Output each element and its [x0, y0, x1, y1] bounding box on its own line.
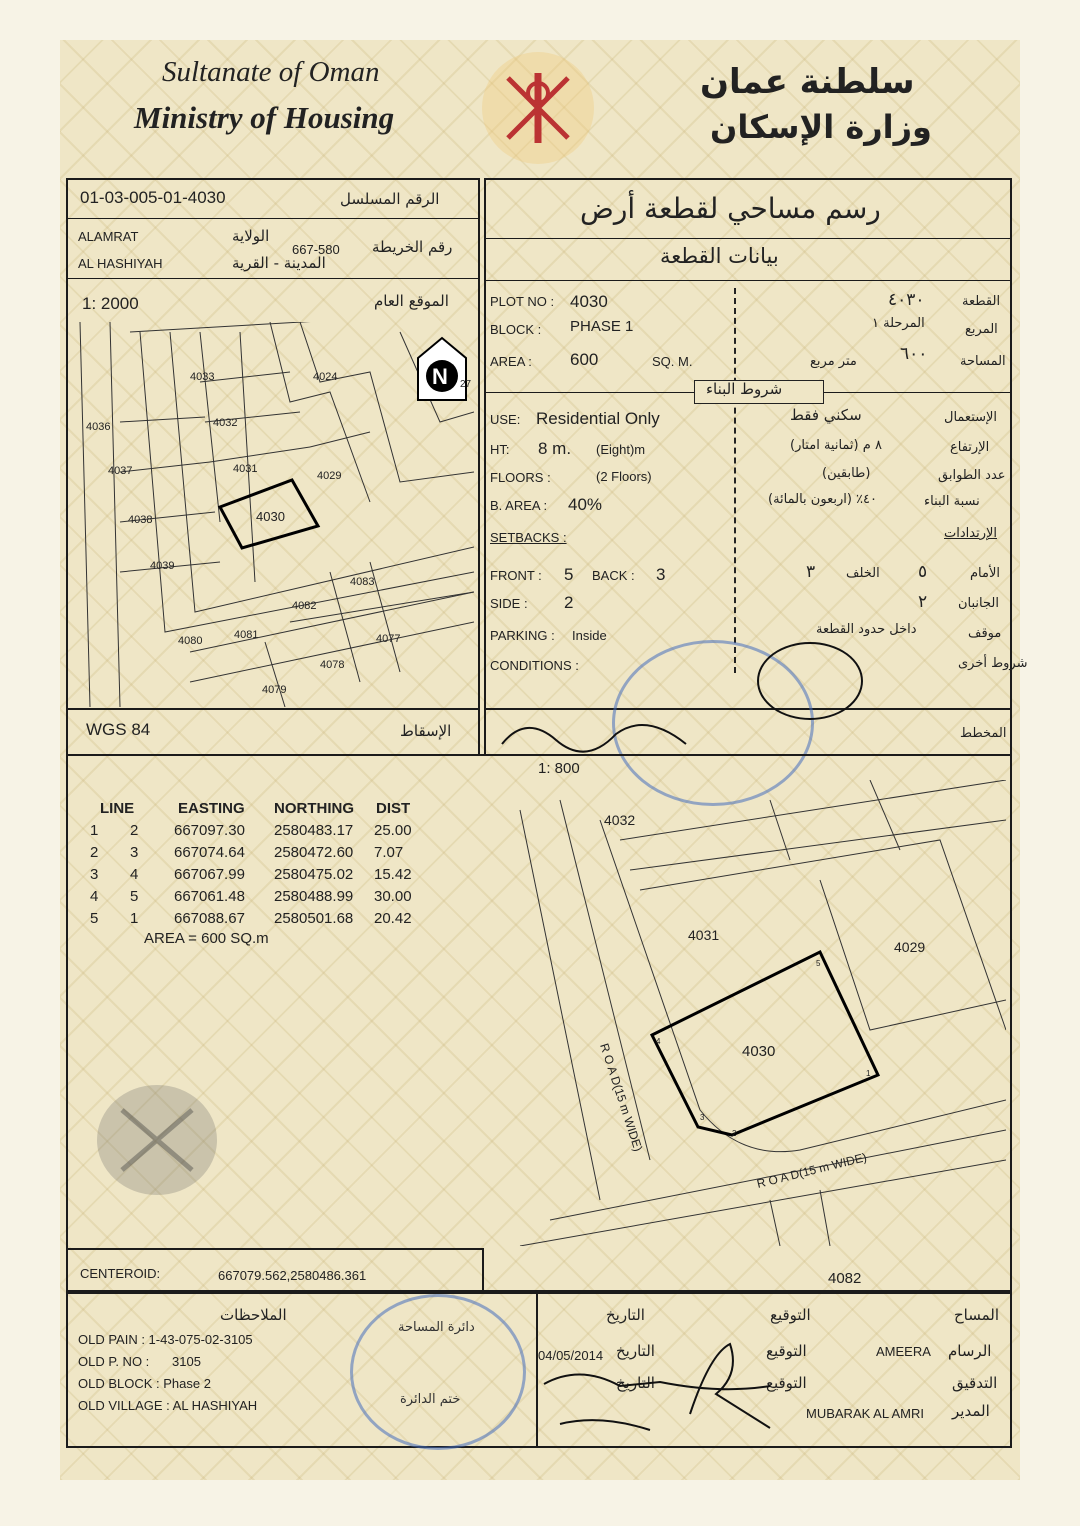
map-plot-label: 4079 [262, 684, 287, 696]
use-value: Residential Only [536, 409, 660, 428]
table-cell: 2 [130, 822, 139, 839]
projection: WGS 84 [86, 720, 151, 739]
column-divider [734, 288, 736, 673]
stamp-top-ar: دائرة المساحة [398, 1320, 475, 1335]
map-plot-label: 4077 [376, 633, 401, 645]
table-cell: 2580488.99 [274, 888, 354, 905]
side-label: SIDE : [490, 596, 528, 611]
header-en-line1: Sultanate of Oman [162, 56, 380, 88]
front-ar: ٥ [918, 562, 928, 582]
village-en: AL HASHIYAH [78, 256, 163, 271]
building-area-label-ar: نسبة البناء [924, 494, 980, 509]
north-arrow-icon [418, 338, 472, 400]
table-cell: 2580472.60 [274, 844, 354, 861]
date-label-ar: التاريخ [616, 1374, 655, 1392]
surveyor-label-ar: المساح [954, 1306, 1000, 1324]
checked-label-ar: التدقيق [952, 1374, 998, 1392]
parking-label-ar: موقف [968, 626, 1002, 641]
map-plot-label: 4024 [313, 371, 338, 383]
north-number: 27 [460, 379, 472, 390]
front-label: FRONT : [490, 568, 542, 583]
height-label: HT: [490, 442, 510, 457]
floors-label-ar: عدد الطوابق [938, 468, 1006, 483]
use-label-ar: الإستعمال [944, 410, 998, 425]
divider [68, 278, 478, 279]
table-header: EASTING [178, 800, 245, 817]
height-ar: ٨ م (ثمانية امتار) [790, 438, 882, 453]
divider [486, 280, 1010, 281]
table-cell: 3 [130, 844, 139, 861]
table-cell: 2580475.02 [274, 866, 354, 883]
wilayat-label-ar: الولاية [232, 227, 270, 245]
plot-no: 4030 [570, 292, 608, 311]
table-cell: 667061.48 [174, 888, 245, 905]
divider [68, 218, 478, 219]
serial-number: 01-03-005-01-4030 [80, 188, 226, 207]
conditions-label-ar: شروط أخرى [958, 656, 1028, 671]
front-value: 5 [564, 565, 574, 584]
map-plot-label: 4030 [256, 509, 285, 524]
use-label: USE: [490, 412, 521, 427]
map-label-ar: رقم الخريطة [372, 238, 453, 256]
form-title-ar: رسم مساحي لقطعة أرض [580, 192, 881, 225]
location-label-ar: الموقع العام [374, 292, 449, 310]
table-cell: 5 [90, 910, 99, 927]
location-map [70, 322, 474, 707]
date-label-ar: التاريخ [616, 1342, 655, 1360]
table-cell: 4 [130, 866, 139, 883]
table-cell: 7.07 [374, 844, 404, 861]
signature-label-ar: التوقيع [766, 1374, 807, 1392]
table-cell: 2580483.17 [274, 822, 354, 839]
vertex-label: 4 [656, 1037, 661, 1046]
oman-emblem-icon [478, 48, 598, 168]
header-ar-line2: وزارة الإسكان [710, 108, 932, 146]
map-plot-label: 4031 [233, 463, 258, 475]
footer-divider [536, 1294, 538, 1446]
old-village: OLD VILLAGE : AL HASHIYAH [78, 1398, 258, 1413]
setbacks-label-ar: الإرتدادات [944, 526, 997, 541]
handwritten-signature-icon [540, 1334, 780, 1438]
table-cell: 667067.99 [174, 866, 245, 883]
plot-no-label: PLOT NO : [490, 294, 555, 309]
block-label: BLOCK : [490, 322, 542, 337]
road-label: R O A D(15 m WIDE) [755, 1150, 869, 1191]
building-area-ar: ٤٠٪ (اربعون بالمائة) [768, 492, 878, 507]
plan-label-ar: المخطط [960, 726, 1007, 741]
plot-label: 4029 [894, 939, 926, 955]
map-plot-label: 4081 [234, 629, 259, 641]
side-value: 2 [564, 593, 574, 612]
map-plot-label: 4039 [150, 560, 175, 572]
map-plot-label: 4080 [178, 635, 203, 647]
handwritten-signature-icon [496, 704, 696, 754]
building-conditions-ar: شروط البناء [706, 380, 783, 398]
block-value: PHASE 1 [570, 318, 634, 335]
vertex-label: 2 [732, 1129, 737, 1138]
old-p-no-label: OLD P. NO : [78, 1354, 150, 1369]
map-plot-label: 4033 [190, 371, 215, 383]
parking-label: PARKING : [490, 628, 555, 643]
old-p-no: 3105 [172, 1354, 201, 1369]
director-label-ar: المدير [952, 1402, 990, 1420]
map-plot-label: 4038 [128, 514, 153, 526]
road-label: R O A D(15 m WIDE) [597, 1041, 646, 1154]
building-area-value: 40% [568, 495, 603, 514]
plot-no-ar: ٤٠٣٠ [888, 290, 925, 310]
header-en-line2: Ministry of Housing [134, 100, 395, 135]
plot-label: 4032 [604, 812, 636, 828]
back-label: BACK : [592, 568, 635, 583]
table-cell: 25.00 [374, 822, 412, 839]
plot-label-ar: القطعة [962, 294, 1001, 309]
area-unit: SQ. M. [652, 354, 693, 369]
floors-ar: (طابقين) [822, 466, 871, 481]
map-number: 667-580 [292, 242, 340, 257]
detail-scale: 1: 800 [538, 760, 580, 777]
conditions-label: CONDITIONS : [490, 658, 579, 673]
footer-panel [66, 1292, 1012, 1448]
watermark-emblem-icon [92, 1080, 222, 1200]
front-label-ar: الأمام [970, 566, 1000, 581]
area-value: 600 [570, 350, 599, 369]
signature-label-ar: التوقيع [770, 1306, 811, 1324]
village-label-ar: المدينة - القرية [232, 254, 326, 272]
area-unit-ar: متر مربع [810, 354, 857, 369]
height-value: 8 m. [538, 439, 572, 458]
area-ar: ٦٠٠ [900, 344, 928, 364]
use-ar: سكني فقط [790, 406, 862, 424]
map-plot-label: 4032 [213, 417, 238, 429]
plot-label-4082: 4082 [828, 1270, 862, 1287]
area-label: AREA : [490, 354, 532, 369]
map-plot-label: 4029 [317, 470, 342, 482]
date-label-ar: التاريخ [606, 1306, 645, 1324]
area-summary: AREA = 600 SQ.m [144, 930, 269, 947]
divider [486, 238, 1010, 239]
plot-label: 4031 [688, 927, 720, 943]
parking-ar: داخل حدود القطعة [816, 622, 917, 637]
side-label-ar: الجانبان [958, 596, 999, 611]
table-cell: 20.42 [374, 910, 412, 927]
divider [68, 708, 478, 710]
table-cell: 667097.30 [174, 822, 245, 839]
height-words: (Eight)m [596, 442, 646, 457]
vertex-label: 1 [866, 1069, 871, 1078]
table-cell: 2580501.68 [274, 910, 354, 927]
plot-data-title-ar: بيانات القطعة [660, 244, 779, 268]
draftsman-name: AMEERA [876, 1344, 931, 1359]
map-plot-label: 4037 [108, 465, 133, 477]
table-cell: 667088.67 [174, 910, 245, 927]
table-cell: 4 [90, 888, 99, 905]
table-cell: 1 [90, 822, 99, 839]
table-cell: 2 [90, 844, 99, 861]
parking-value: Inside [572, 628, 607, 643]
table-cell: 5 [130, 888, 139, 905]
block-label-ar: المربع [965, 322, 998, 337]
director-name: MUBARAK AL AMRI [806, 1406, 924, 1421]
draftsman-label-ar: الرسام [948, 1342, 992, 1360]
back-value: 3 [656, 565, 666, 584]
setbacks-label: SETBACKS : [490, 530, 567, 545]
map-plot-label: 4082 [292, 600, 317, 612]
height-label-ar: الإرتفاع [950, 440, 990, 455]
building-area-label: B. AREA : [490, 498, 548, 513]
survey-stamp-icon [350, 1294, 526, 1450]
table-cell: 667074.64 [174, 844, 245, 861]
map-plot-label: 4036 [86, 421, 111, 433]
draft-date: 04/05/2014 [538, 1348, 604, 1363]
projection-label-ar: الإسقاط [400, 722, 452, 740]
notes-label-ar: الملاحظات [220, 1306, 287, 1324]
table-cell: 30.00 [374, 888, 412, 905]
signature-loop-icon [750, 636, 870, 726]
block-ar: المرحلة ١ [872, 316, 925, 331]
wilayat-en: ALAMRAT [78, 229, 139, 244]
table-header: NORTHING [274, 800, 354, 817]
old-block: OLD BLOCK : Phase 2 [78, 1376, 211, 1391]
vertex-label: 5 [816, 959, 821, 968]
serial-label-ar: الرقم المسلسل [340, 190, 440, 208]
centroid-value: 667079.562,2580486.361 [218, 1268, 367, 1283]
centroid-label: CENTEROID: [80, 1266, 161, 1281]
table-cell: 1 [130, 910, 139, 927]
map-plot-label: 4083 [350, 576, 375, 588]
floors-value: (2 Floors) [596, 469, 652, 484]
side-ar: ٢ [918, 592, 928, 612]
floors-label: FLOORS : [490, 470, 551, 485]
map-plot-label: 4078 [320, 659, 345, 671]
signature-label-ar: التوقيع [766, 1342, 807, 1360]
header-ar-line1: سلطنة عمان [700, 62, 915, 102]
back-ar: ٣ [806, 562, 816, 582]
table-header: LINE [100, 800, 135, 817]
plot-detail-map [480, 780, 1006, 1246]
vertex-label: 3 [700, 1113, 705, 1122]
table-header: DIST [376, 800, 411, 817]
location-scale: 1: 2000 [82, 294, 139, 313]
stamp-bottom-ar: ختم الدائرة [400, 1392, 461, 1407]
old-pain: OLD PAIN : 1-43-075-02-3105 [78, 1332, 253, 1347]
table-cell: 3 [90, 866, 99, 883]
back-label-ar: الخلف [846, 566, 880, 581]
north-label: N [432, 364, 448, 389]
area-label-ar: المساحة [960, 354, 1006, 369]
plot-label: 4030 [742, 1043, 776, 1060]
table-cell: 15.42 [374, 866, 412, 883]
